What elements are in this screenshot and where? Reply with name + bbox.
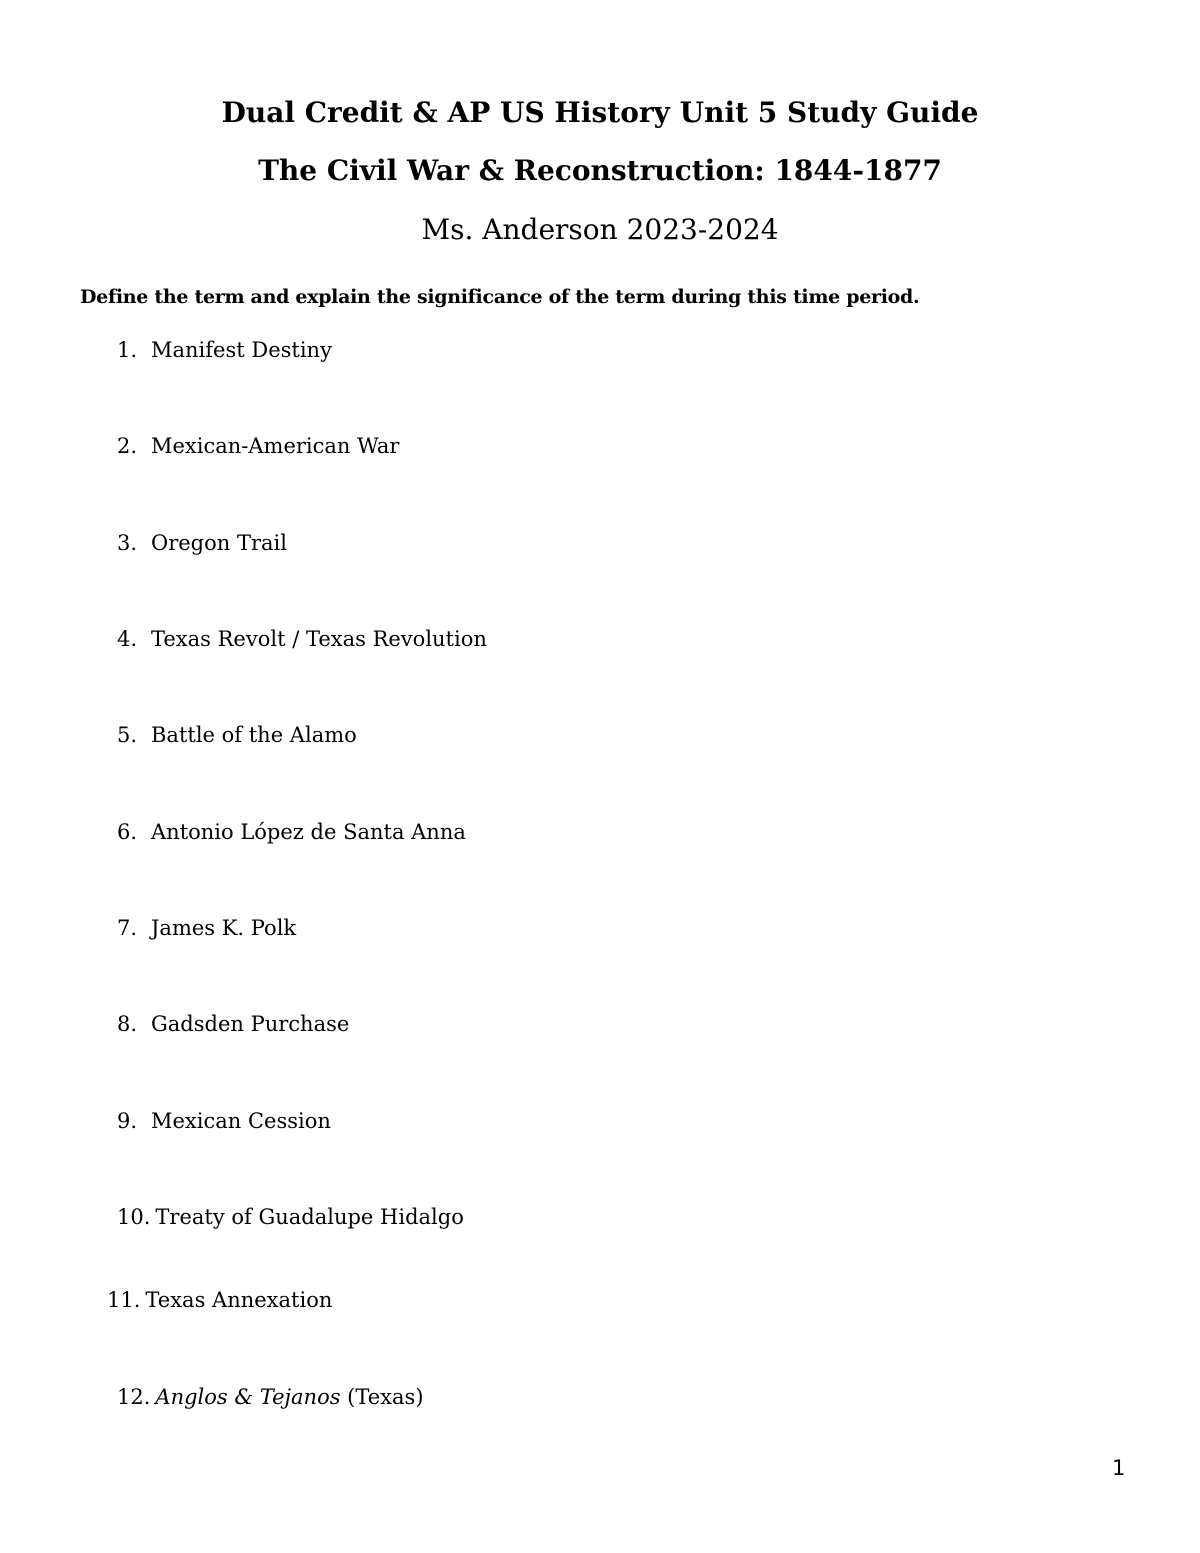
item-text: Texas Annexation <box>145 1288 333 1312</box>
page-number: 1 <box>1112 1456 1126 1480</box>
document-subtitle: The Civil War & Reconstruction: 1844-1877 <box>258 154 942 187</box>
item-text: Mexican Cession <box>151 1109 331 1133</box>
list-item <box>117 819 466 845</box>
list-item <box>117 626 487 652</box>
item-text-suffix: (Texas) <box>340 1385 424 1409</box>
item-number: 6. <box>117 820 138 844</box>
list-item <box>117 1384 424 1410</box>
item-text-italic: Anglos & Tejanos <box>155 1385 341 1409</box>
document-title: Dual Credit & AP US History Unit 5 Study Guide <box>221 96 979 129</box>
item-number: 12. <box>117 1385 151 1409</box>
item-number: 4. <box>117 627 138 651</box>
item-text: James K. Polk <box>151 916 297 940</box>
item-text: Manifest Destiny <box>151 338 332 362</box>
item-number: 7. <box>117 916 138 940</box>
item-text: Battle of the Alamo <box>151 723 357 747</box>
item-text: Gadsden Purchase <box>151 1012 350 1036</box>
list-item <box>117 530 287 556</box>
item-number: 8. <box>117 1012 138 1036</box>
list-item <box>107 1287 332 1313</box>
item-text: Treaty of Guadalupe Hidalgo <box>155 1205 464 1229</box>
item-number: 10. <box>117 1205 151 1229</box>
item-number: 2. <box>117 434 138 458</box>
item-number: 3. <box>117 531 138 555</box>
list-item <box>117 1108 331 1134</box>
list-item <box>117 1204 464 1230</box>
list-item <box>117 1011 349 1037</box>
item-text: Texas Revolt / Texas Revolution <box>151 627 487 651</box>
item-number: 9. <box>117 1109 138 1133</box>
instructions: Define the term and explain the significance of the term during this time period. <box>80 286 920 308</box>
author-line: Ms. Anderson 2023-2024 <box>421 213 779 246</box>
item-text: Oregon Trail <box>151 531 287 555</box>
item-text: Antonio López de Santa Anna <box>151 820 466 844</box>
list-item <box>117 337 332 363</box>
item-number: 1. <box>117 338 138 362</box>
list-item <box>117 433 399 459</box>
item-number: 11. <box>107 1288 141 1312</box>
list-item <box>117 915 296 941</box>
item-text: Mexican-American War <box>151 434 400 458</box>
item-number: 5. <box>117 723 138 747</box>
list-item <box>117 722 357 748</box>
